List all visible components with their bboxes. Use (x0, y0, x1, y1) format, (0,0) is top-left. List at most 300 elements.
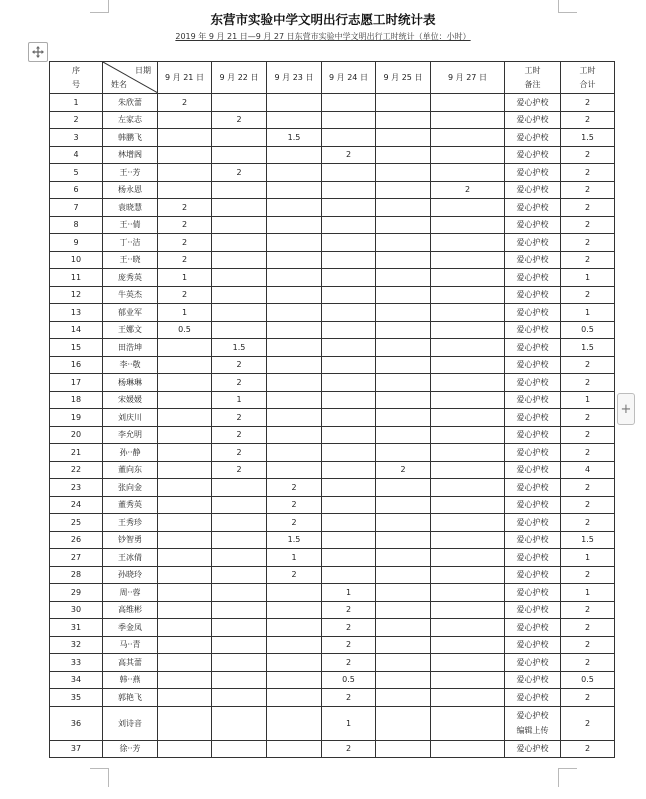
row-total-cell[interactable]: 2 (561, 444, 615, 462)
row-day-6-cell[interactable] (431, 409, 505, 427)
row-day-2-cell[interactable] (212, 234, 267, 252)
row-day-6-cell[interactable] (431, 199, 505, 217)
row-seq-cell[interactable]: 34 (50, 671, 103, 689)
row-day-6-cell[interactable] (431, 391, 505, 409)
row-name-cell[interactable]: 林增阁 (103, 146, 158, 164)
row-name-cell[interactable]: 季金凤 (103, 619, 158, 637)
row-day-2-cell[interactable] (212, 740, 267, 758)
row-day-3-cell[interactable] (267, 321, 322, 339)
row-remark-cell[interactable]: 爱心护校 (505, 531, 561, 549)
row-day-3-cell[interactable] (267, 304, 322, 322)
row-remark-cell[interactable]: 爱心护校 (505, 356, 561, 374)
row-total-cell[interactable]: 2 (561, 706, 615, 740)
row-day-6-cell[interactable] (431, 356, 505, 374)
row-total-cell[interactable]: 2 (561, 654, 615, 672)
row-day-3-cell[interactable] (267, 339, 322, 357)
row-name-cell[interactable]: 牛英杰 (103, 286, 158, 304)
row-day-4-cell[interactable] (322, 356, 376, 374)
row-day-2-cell[interactable] (212, 496, 267, 514)
row-day-6-cell[interactable] (431, 111, 505, 129)
row-seq-cell[interactable]: 37 (50, 740, 103, 758)
row-day-4-cell[interactable]: 2 (322, 619, 376, 637)
row-day-3-cell[interactable] (267, 111, 322, 129)
row-seq-cell[interactable]: 20 (50, 426, 103, 444)
row-day-2-cell[interactable] (212, 601, 267, 619)
row-day-4-cell[interactable] (322, 479, 376, 497)
row-day-1-cell[interactable]: 0.5 (158, 321, 212, 339)
row-remark-cell[interactable]: 爱心护校 (505, 619, 561, 637)
row-day-2-cell[interactable] (212, 251, 267, 269)
row-seq-cell[interactable]: 4 (50, 146, 103, 164)
row-day-6-cell[interactable]: 2 (431, 181, 505, 199)
row-day-6-cell[interactable] (431, 304, 505, 322)
row-day-4-cell[interactable] (322, 181, 376, 199)
row-day-3-cell[interactable] (267, 94, 322, 112)
row-day-3-cell[interactable] (267, 199, 322, 217)
row-day-5-cell[interactable] (376, 584, 431, 602)
row-day-3-cell[interactable] (267, 426, 322, 444)
row-remark-cell[interactable]: 爱心护校 (505, 671, 561, 689)
row-seq-cell[interactable]: 29 (50, 584, 103, 602)
row-day-6-cell[interactable] (431, 689, 505, 707)
row-day-3-cell[interactable]: 1.5 (267, 531, 322, 549)
row-remark-cell[interactable]: 爱心护校 (505, 164, 561, 182)
row-day-2-cell[interactable] (212, 654, 267, 672)
row-total-cell[interactable]: 2 (561, 689, 615, 707)
row-remark-cell[interactable]: 爱心护校 (505, 304, 561, 322)
row-name-cell[interactable]: 田浩坤 (103, 339, 158, 357)
row-day-5-cell[interactable] (376, 391, 431, 409)
row-total-cell[interactable]: 2 (561, 216, 615, 234)
row-day-2-cell[interactable]: 2 (212, 164, 267, 182)
row-day-5-cell[interactable] (376, 566, 431, 584)
row-day-6-cell[interactable] (431, 706, 505, 740)
row-day-6-cell[interactable] (431, 216, 505, 234)
row-day-5-cell[interactable] (376, 444, 431, 462)
row-remark-cell[interactable]: 爱心护校 (505, 199, 561, 217)
row-day-6-cell[interactable] (431, 321, 505, 339)
row-day-6-cell[interactable] (431, 549, 505, 567)
row-day-2-cell[interactable]: 1 (212, 391, 267, 409)
row-seq-cell[interactable]: 10 (50, 251, 103, 269)
row-day-4-cell[interactable]: 2 (322, 689, 376, 707)
row-seq-cell[interactable]: 15 (50, 339, 103, 357)
row-remark-cell[interactable]: 爱心护校 (505, 391, 561, 409)
row-day-1-cell[interactable] (158, 146, 212, 164)
row-remark-cell[interactable]: 爱心护校 (505, 111, 561, 129)
row-day-3-cell[interactable] (267, 601, 322, 619)
row-day-3-cell[interactable] (267, 286, 322, 304)
row-day-3-cell[interactable] (267, 269, 322, 287)
row-day-2-cell[interactable]: 2 (212, 444, 267, 462)
row-day-6-cell[interactable] (431, 636, 505, 654)
row-day-5-cell[interactable] (376, 740, 431, 758)
row-name-cell[interactable]: 杨琳琳 (103, 374, 158, 392)
row-day-6-cell[interactable] (431, 129, 505, 147)
row-day-6-cell[interactable] (431, 654, 505, 672)
row-day-2-cell[interactable]: 1.5 (212, 339, 267, 357)
row-day-2-cell[interactable] (212, 689, 267, 707)
row-day-1-cell[interactable]: 2 (158, 216, 212, 234)
row-day-6-cell[interactable] (431, 251, 505, 269)
row-day-2-cell[interactable] (212, 619, 267, 637)
row-name-cell[interactable]: 马··青 (103, 636, 158, 654)
row-day-3-cell[interactable]: 2 (267, 514, 322, 532)
row-day-1-cell[interactable] (158, 601, 212, 619)
row-remark-cell[interactable]: 爱心护校 (505, 269, 561, 287)
row-day-5-cell[interactable] (376, 164, 431, 182)
row-total-cell[interactable]: 2 (561, 426, 615, 444)
row-total-cell[interactable]: 2 (561, 374, 615, 392)
row-name-cell[interactable]: 孙晓玲 (103, 566, 158, 584)
row-day-1-cell[interactable] (158, 111, 212, 129)
row-seq-cell[interactable]: 18 (50, 391, 103, 409)
row-day-2-cell[interactable] (212, 181, 267, 199)
row-day-4-cell[interactable] (322, 111, 376, 129)
row-seq-cell[interactable]: 24 (50, 496, 103, 514)
row-day-4-cell[interactable] (322, 374, 376, 392)
row-day-2-cell[interactable]: 2 (212, 374, 267, 392)
row-day-3-cell[interactable]: 2 (267, 566, 322, 584)
row-total-cell[interactable]: 2 (561, 146, 615, 164)
row-day-5-cell[interactable] (376, 654, 431, 672)
row-name-cell[interactable]: 王··倩 (103, 216, 158, 234)
row-name-cell[interactable]: 王··晓 (103, 251, 158, 269)
row-total-cell[interactable]: 2 (561, 164, 615, 182)
row-day-4-cell[interactable] (322, 496, 376, 514)
row-day-2-cell[interactable] (212, 269, 267, 287)
row-seq-cell[interactable]: 16 (50, 356, 103, 374)
row-total-cell[interactable]: 2 (561, 94, 615, 112)
row-day-1-cell[interactable] (158, 479, 212, 497)
row-remark-cell[interactable]: 爱心护校 (505, 146, 561, 164)
row-day-1-cell[interactable] (158, 549, 212, 567)
row-seq-cell[interactable]: 11 (50, 269, 103, 287)
row-day-1-cell[interactable] (158, 514, 212, 532)
row-day-5-cell[interactable] (376, 479, 431, 497)
row-seq-cell[interactable]: 35 (50, 689, 103, 707)
row-day-2-cell[interactable] (212, 146, 267, 164)
row-remark-cell[interactable]: 爱心护校 (505, 461, 561, 479)
row-total-cell[interactable]: 2 (561, 234, 615, 252)
row-day-1-cell[interactable] (158, 584, 212, 602)
row-day-1-cell[interactable] (158, 374, 212, 392)
row-day-2-cell[interactable] (212, 321, 267, 339)
row-name-cell[interactable]: 张向金 (103, 479, 158, 497)
row-total-cell[interactable]: 2 (561, 199, 615, 217)
row-day-2-cell[interactable] (212, 584, 267, 602)
row-remark-cell[interactable]: 爱心护校 (505, 409, 561, 427)
table-move-handle[interactable] (28, 42, 48, 62)
row-day-5-cell[interactable] (376, 304, 431, 322)
row-day-1-cell[interactable]: 1 (158, 304, 212, 322)
row-remark-cell[interactable]: 爱心护校 (505, 479, 561, 497)
row-day-5-cell[interactable] (376, 111, 431, 129)
row-day-6-cell[interactable] (431, 479, 505, 497)
row-seq-cell[interactable]: 26 (50, 531, 103, 549)
row-day-1-cell[interactable] (158, 566, 212, 584)
row-day-6-cell[interactable] (431, 496, 505, 514)
add-row-button[interactable] (617, 393, 635, 425)
row-day-1-cell[interactable] (158, 164, 212, 182)
row-day-5-cell[interactable] (376, 549, 431, 567)
row-day-3-cell[interactable] (267, 146, 322, 164)
row-remark-cell[interactable]: 爱心护校 (505, 321, 561, 339)
row-seq-cell[interactable]: 9 (50, 234, 103, 252)
row-day-3-cell[interactable]: 2 (267, 479, 322, 497)
row-day-2-cell[interactable] (212, 216, 267, 234)
row-day-6-cell[interactable] (431, 566, 505, 584)
row-day-6-cell[interactable] (431, 426, 505, 444)
row-day-5-cell[interactable] (376, 181, 431, 199)
row-day-6-cell[interactable] (431, 444, 505, 462)
row-day-3-cell[interactable] (267, 409, 322, 427)
row-total-cell[interactable]: 2 (561, 740, 615, 758)
row-day-6-cell[interactable] (431, 461, 505, 479)
row-day-2-cell[interactable] (212, 636, 267, 654)
row-day-3-cell[interactable] (267, 706, 322, 740)
row-day-5-cell[interactable]: 2 (376, 461, 431, 479)
row-day-5-cell[interactable] (376, 339, 431, 357)
row-name-cell[interactable]: 郭艳飞 (103, 689, 158, 707)
row-seq-cell[interactable]: 17 (50, 374, 103, 392)
row-day-2-cell[interactable] (212, 286, 267, 304)
row-day-3-cell[interactable] (267, 619, 322, 637)
row-seq-cell[interactable]: 2 (50, 111, 103, 129)
row-remark-cell[interactable]: 爱心护校 (505, 636, 561, 654)
row-total-cell[interactable]: 1.5 (561, 129, 615, 147)
row-name-cell[interactable]: 袁晓慧 (103, 199, 158, 217)
row-day-1-cell[interactable]: 2 (158, 234, 212, 252)
row-day-4-cell[interactable]: 1 (322, 706, 376, 740)
row-day-1-cell[interactable] (158, 181, 212, 199)
row-seq-cell[interactable]: 3 (50, 129, 103, 147)
row-name-cell[interactable]: 王秀珍 (103, 514, 158, 532)
row-seq-cell[interactable]: 21 (50, 444, 103, 462)
row-day-2-cell[interactable]: 2 (212, 111, 267, 129)
row-day-6-cell[interactable] (431, 374, 505, 392)
row-remark-cell[interactable]: 爱心护校 (505, 584, 561, 602)
row-total-cell[interactable]: 2 (561, 636, 615, 654)
row-day-3-cell[interactable] (267, 654, 322, 672)
row-day-1-cell[interactable]: 2 (158, 286, 212, 304)
row-day-3-cell[interactable] (267, 164, 322, 182)
row-day-5-cell[interactable] (376, 269, 431, 287)
row-day-3-cell[interactable] (267, 740, 322, 758)
row-name-cell[interactable]: 孙··静 (103, 444, 158, 462)
row-name-cell[interactable]: 宋媛媛 (103, 391, 158, 409)
row-seq-cell[interactable]: 32 (50, 636, 103, 654)
row-day-2-cell[interactable]: 2 (212, 409, 267, 427)
row-total-cell[interactable]: 1 (561, 304, 615, 322)
row-name-cell[interactable]: 钞智勇 (103, 531, 158, 549)
row-day-4-cell[interactable] (322, 216, 376, 234)
row-day-4-cell[interactable]: 2 (322, 740, 376, 758)
row-day-6-cell[interactable] (431, 584, 505, 602)
row-seq-cell[interactable]: 8 (50, 216, 103, 234)
row-day-6-cell[interactable] (431, 671, 505, 689)
row-day-4-cell[interactable]: 2 (322, 636, 376, 654)
row-seq-cell[interactable]: 28 (50, 566, 103, 584)
row-seq-cell[interactable]: 33 (50, 654, 103, 672)
row-day-4-cell[interactable] (322, 339, 376, 357)
row-seq-cell[interactable]: 27 (50, 549, 103, 567)
row-name-cell[interactable]: 王冰倩 (103, 549, 158, 567)
row-day-2-cell[interactable]: 2 (212, 426, 267, 444)
row-day-1-cell[interactable] (158, 619, 212, 637)
row-day-3-cell[interactable]: 2 (267, 496, 322, 514)
row-total-cell[interactable]: 2 (561, 619, 615, 637)
row-day-6-cell[interactable] (431, 740, 505, 758)
row-day-3-cell[interactable] (267, 444, 322, 462)
row-day-2-cell[interactable] (212, 549, 267, 567)
row-seq-cell[interactable]: 22 (50, 461, 103, 479)
row-day-4-cell[interactable] (322, 426, 376, 444)
row-day-4-cell[interactable] (322, 549, 376, 567)
row-day-5-cell[interactable] (376, 146, 431, 164)
row-seq-cell[interactable]: 23 (50, 479, 103, 497)
row-day-4-cell[interactable] (322, 269, 376, 287)
row-day-3-cell[interactable] (267, 461, 322, 479)
row-day-5-cell[interactable] (376, 671, 431, 689)
row-day-2-cell[interactable]: 2 (212, 461, 267, 479)
row-day-2-cell[interactable] (212, 304, 267, 322)
row-day-4-cell[interactable] (322, 199, 376, 217)
row-seq-cell[interactable]: 1 (50, 94, 103, 112)
row-seq-cell[interactable]: 30 (50, 601, 103, 619)
row-name-cell[interactable]: 王··芳 (103, 164, 158, 182)
row-day-3-cell[interactable]: 1.5 (267, 129, 322, 147)
row-day-5-cell[interactable] (376, 409, 431, 427)
row-day-3-cell[interactable] (267, 234, 322, 252)
row-day-5-cell[interactable] (376, 531, 431, 549)
row-remark-cell[interactable]: 爱心护校 (505, 234, 561, 252)
row-day-5-cell[interactable] (376, 689, 431, 707)
row-remark-cell[interactable]: 爱心护校 (505, 129, 561, 147)
row-name-cell[interactable]: 刘诗音 (103, 706, 158, 740)
row-remark-cell[interactable]: 爱心护校 (505, 94, 561, 112)
row-day-5-cell[interactable] (376, 129, 431, 147)
row-day-1-cell[interactable] (158, 409, 212, 427)
row-day-4-cell[interactable] (322, 321, 376, 339)
row-day-5-cell[interactable] (376, 286, 431, 304)
row-day-4-cell[interactable] (322, 286, 376, 304)
row-total-cell[interactable]: 2 (561, 286, 615, 304)
row-day-6-cell[interactable] (431, 269, 505, 287)
row-name-cell[interactable]: 高其蕾 (103, 654, 158, 672)
row-day-3-cell[interactable] (267, 689, 322, 707)
row-remark-cell[interactable]: 爱心护校 (505, 514, 561, 532)
row-total-cell[interactable]: 2 (561, 356, 615, 374)
row-day-5-cell[interactable] (376, 514, 431, 532)
row-day-6-cell[interactable] (431, 601, 505, 619)
row-day-6-cell[interactable] (431, 286, 505, 304)
row-remark-cell[interactable]: 爱心护校 (505, 426, 561, 444)
row-day-2-cell[interactable] (212, 129, 267, 147)
row-remark-cell[interactable]: 爱心护校 (505, 496, 561, 514)
row-day-1-cell[interactable] (158, 689, 212, 707)
row-name-cell[interactable]: 朱欣蕾 (103, 94, 158, 112)
row-total-cell[interactable]: 1.5 (561, 531, 615, 549)
row-day-5-cell[interactable] (376, 496, 431, 514)
row-remark-cell[interactable]: 爱心护校 (505, 374, 561, 392)
row-total-cell[interactable]: 2 (561, 181, 615, 199)
row-name-cell[interactable]: 董向东 (103, 461, 158, 479)
row-day-5-cell[interactable] (376, 706, 431, 740)
row-day-3-cell[interactable] (267, 374, 322, 392)
row-day-2-cell[interactable]: 2 (212, 356, 267, 374)
row-day-1-cell[interactable] (158, 339, 212, 357)
row-total-cell[interactable]: 1 (561, 584, 615, 602)
row-remark-cell[interactable] (505, 706, 561, 740)
row-day-4-cell[interactable] (322, 566, 376, 584)
row-seq-cell[interactable]: 31 (50, 619, 103, 637)
row-name-cell[interactable]: 高维彬 (103, 601, 158, 619)
row-day-5-cell[interactable] (376, 601, 431, 619)
row-day-3-cell[interactable] (267, 356, 322, 374)
row-day-4-cell[interactable] (322, 94, 376, 112)
row-name-cell[interactable]: 丁··洁 (103, 234, 158, 252)
row-name-cell[interactable]: 庞秀英 (103, 269, 158, 287)
row-day-2-cell[interactable] (212, 531, 267, 549)
row-day-5-cell[interactable] (376, 216, 431, 234)
row-day-5-cell[interactable] (376, 356, 431, 374)
row-seq-cell[interactable]: 36 (50, 706, 103, 740)
row-name-cell[interactable]: 左家志 (103, 111, 158, 129)
row-day-4-cell[interactable] (322, 251, 376, 269)
row-remark-cell[interactable]: 爱心护校 (505, 654, 561, 672)
row-seq-cell[interactable]: 5 (50, 164, 103, 182)
row-day-4-cell[interactable] (322, 391, 376, 409)
row-day-3-cell[interactable]: 1 (267, 549, 322, 567)
row-total-cell[interactable]: 2 (561, 409, 615, 427)
row-day-3-cell[interactable] (267, 636, 322, 654)
row-remark-cell[interactable]: 爱心护校 (505, 181, 561, 199)
row-remark-cell[interactable]: 爱心护校 (505, 286, 561, 304)
row-day-5-cell[interactable] (376, 234, 431, 252)
row-name-cell[interactable]: 郁业军 (103, 304, 158, 322)
row-name-cell[interactable]: 徐··芳 (103, 740, 158, 758)
row-total-cell[interactable]: 2 (561, 479, 615, 497)
row-name-cell[interactable]: 王娜文 (103, 321, 158, 339)
row-day-1-cell[interactable]: 2 (158, 199, 212, 217)
row-remark-cell[interactable]: 爱心护校 (505, 549, 561, 567)
row-remark-cell[interactable]: 爱心护校 (505, 740, 561, 758)
row-total-cell[interactable]: 2 (561, 251, 615, 269)
row-day-4-cell[interactable] (322, 444, 376, 462)
row-day-3-cell[interactable] (267, 671, 322, 689)
row-day-4-cell[interactable]: 2 (322, 654, 376, 672)
row-day-4-cell[interactable] (322, 409, 376, 427)
row-total-cell[interactable]: 1 (561, 269, 615, 287)
row-day-1-cell[interactable] (158, 671, 212, 689)
row-total-cell[interactable]: 2 (561, 514, 615, 532)
row-day-6-cell[interactable] (431, 234, 505, 252)
row-total-cell[interactable]: 1 (561, 549, 615, 567)
row-day-4-cell[interactable] (322, 514, 376, 532)
row-day-2-cell[interactable] (212, 479, 267, 497)
row-total-cell[interactable]: 2 (561, 496, 615, 514)
row-day-5-cell[interactable] (376, 94, 431, 112)
row-day-1-cell[interactable]: 1 (158, 269, 212, 287)
row-total-cell[interactable]: 0.5 (561, 671, 615, 689)
row-day-1-cell[interactable] (158, 461, 212, 479)
row-remark-cell[interactable]: 爱心护校 (505, 689, 561, 707)
row-day-1-cell[interactable] (158, 706, 212, 740)
row-day-4-cell[interactable] (322, 531, 376, 549)
row-day-2-cell[interactable] (212, 671, 267, 689)
row-day-5-cell[interactable] (376, 199, 431, 217)
